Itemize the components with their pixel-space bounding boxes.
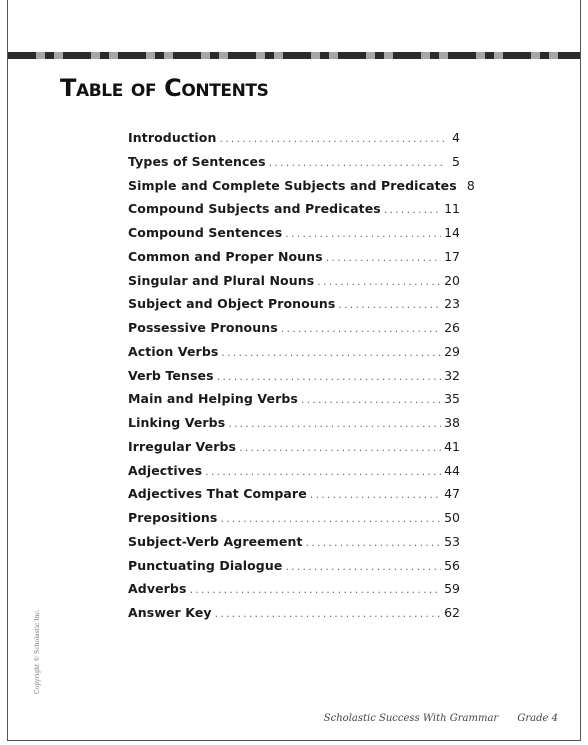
page-footer [324, 713, 558, 724]
toc-entry-title: Common and Proper Nouns [128, 248, 323, 264]
decorative-dash-bar [8, 52, 580, 59]
toc-entry-page-number: 44 [444, 462, 460, 478]
toc-entry[interactable] [128, 556, 460, 580]
toc-dot-leader [310, 485, 441, 505]
toc-entry-title: Main and Helping Verbs [128, 391, 298, 407]
toc-dot-leader [301, 390, 441, 410]
toc-entry[interactable] [128, 294, 460, 318]
toc-entry[interactable] [128, 318, 460, 342]
toc-entry[interactable] [128, 389, 460, 413]
toc-entry-title: Adverbs [128, 581, 187, 597]
toc-entry-page-number: 23 [444, 296, 460, 312]
toc-entry-title: Possessive Pronouns [128, 320, 278, 335]
footer-book-title: Scholastic Success With Grammar [323, 713, 499, 724]
toc-entry[interactable] [128, 532, 460, 556]
toc-entry-title: Compound Sentences [128, 225, 283, 240]
toc-entry-title: Singular and Plural Nouns [128, 272, 315, 288]
toc-dot-leader [338, 295, 441, 315]
toc-entry-page-number: 20 [444, 272, 460, 288]
toc-dot-leader [326, 248, 441, 268]
toc-entry-page-number: 50 [444, 510, 460, 525]
toc-entry-title: Subject-Verb Agreement [128, 533, 303, 549]
footer-grade: Grade 4 [517, 713, 558, 724]
toc-entry-title: Adjectives That Compare [128, 486, 307, 502]
toc-entry-page-number: 56 [444, 557, 460, 573]
toc-entry-title: Subject and Object Pronouns [128, 296, 336, 312]
toc-entry-page-number: 53 [444, 533, 460, 549]
toc-dot-leader [205, 462, 441, 482]
toc-dot-leader [317, 272, 441, 292]
toc-dot-leader [228, 414, 441, 434]
toc-dot-leader [269, 153, 445, 173]
toc-entry[interactable] [128, 366, 460, 390]
toc-dot-leader [285, 557, 441, 577]
toc-entry[interactable] [128, 508, 460, 532]
toc-entry[interactable] [128, 247, 460, 271]
toc-entry-page-number: 62 [444, 605, 460, 620]
toc-entry-page-number: 11 [444, 201, 460, 217]
toc-entry-page-number: 17 [444, 248, 460, 264]
toc-dot-leader [239, 438, 441, 458]
toc-entry[interactable] [128, 413, 460, 437]
toc-entry-page-number: 14 [444, 225, 460, 240]
toc-entry-title: Verb Tenses [128, 367, 214, 383]
toc-dot-leader [217, 367, 441, 387]
toc-entry[interactable] [128, 199, 460, 223]
toc-entry-page-number: 4 [452, 130, 460, 145]
toc-dot-leader [221, 343, 441, 363]
toc-entry-page-number: 41 [444, 438, 460, 454]
toc-entry[interactable] [128, 342, 460, 366]
toc-entry-title: Linking Verbs [128, 415, 226, 430]
toc-entry-page-number: 47 [444, 486, 460, 502]
toc-entry-page-number: 26 [444, 320, 460, 335]
toc-entry-page-number: 29 [444, 343, 460, 359]
toc-entry-title: Punctuating Dialogue [128, 557, 283, 573]
toc-entry[interactable] [128, 484, 460, 508]
toc-entry-title: Answer Key [128, 605, 212, 620]
toc-entry-page-number: 32 [444, 367, 460, 383]
toc-entry-title: Simple and Complete Subjects and Predicates [128, 177, 457, 193]
toc-dot-leader [281, 319, 441, 339]
toc-entry-title: Types of Sentences [128, 153, 266, 169]
page-title: Table of Contents [60, 74, 269, 102]
toc-entry-title: Action Verbs [128, 343, 219, 359]
toc-entry-title: Irregular Verbs [128, 438, 237, 454]
toc-entry[interactable] [128, 437, 460, 461]
toc-dot-leader [220, 509, 441, 529]
toc-entry-page-number: 59 [444, 581, 460, 597]
toc-entry-page-number: 5 [452, 153, 460, 169]
toc-entry-title: Introduction [128, 130, 217, 145]
toc-entry-page-number: 38 [444, 415, 460, 430]
toc-entry[interactable] [128, 579, 460, 603]
toc-entry-page-number: 35 [444, 391, 460, 407]
toc-dot-leader [306, 533, 442, 553]
toc-entry-title: Prepositions [128, 510, 218, 525]
toc-entry-title: Adjectives [128, 462, 203, 478]
toc-dot-leader [190, 580, 442, 600]
toc-entry-page-number: 8 [466, 177, 475, 193]
table-of-contents [128, 128, 475, 627]
toc-entry[interactable] [128, 128, 460, 152]
toc-entry[interactable] [128, 223, 460, 247]
toc-entry[interactable] [128, 176, 475, 200]
toc-dot-leader [219, 129, 445, 149]
toc-entry[interactable] [128, 461, 460, 485]
copyright-notice: Copyright © Scholastic Inc. [34, 609, 41, 694]
toc-dot-leader [384, 200, 441, 220]
toc-entry-title: Compound Subjects and Predicates [128, 201, 381, 217]
toc-entry[interactable] [128, 271, 460, 295]
toc-entry[interactable] [128, 152, 460, 176]
toc-dot-leader [215, 604, 441, 624]
toc-entry[interactable] [128, 603, 460, 627]
toc-dot-leader [285, 224, 441, 244]
